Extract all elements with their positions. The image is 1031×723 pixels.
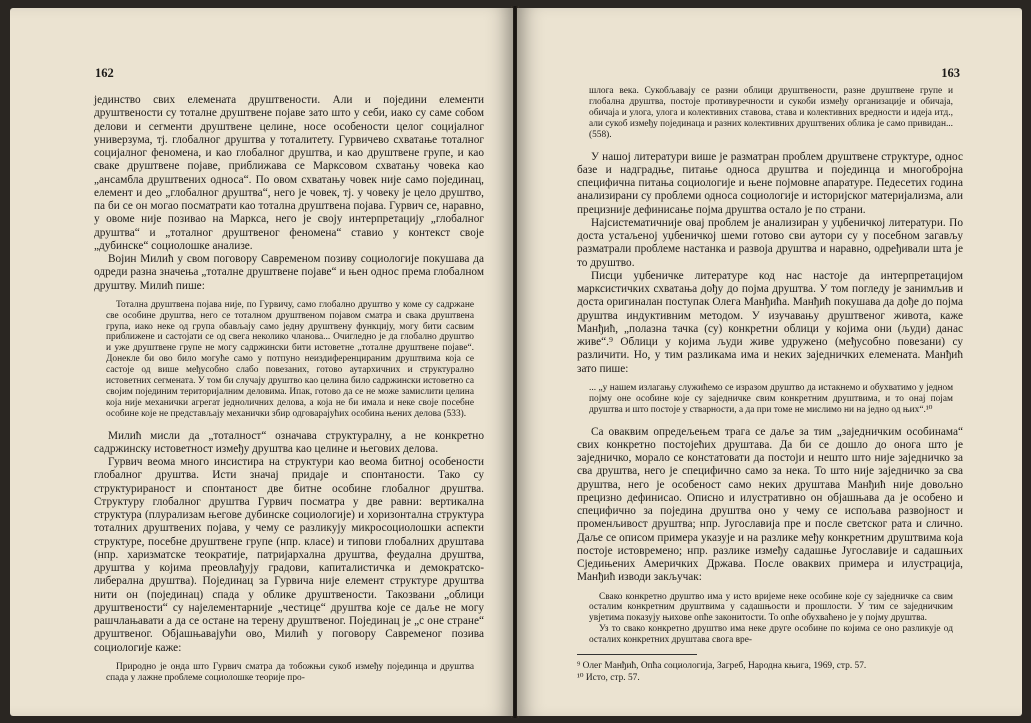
page-number: 163 xyxy=(941,66,960,80)
paragraph: У нашој литератури више је разматран проблем друштвене структуре, однос базе и надградње, питање односа друштва и појединца и многобројна специфична питања социологије и њене појмовне апаратуре. Педесетих година анализирани су проблеми односа социологије и историјског материјализма, али прецизније дефинисање појма друштва остало је по страни. xyxy=(577,150,963,216)
right-page xyxy=(517,8,1022,716)
footnote-rule xyxy=(577,654,697,655)
footnote: ⁹ Олег Манђић, Опћа социологија, Загреб, Народна књига, 1969, стр. 57. xyxy=(577,661,867,672)
paragraph: Војин Милић у свом поговору Савременом позиву социологије покушава да одреди разна значења „тоталне друштвене појаве“ и њен однос према глобалном друштву. Милић пише: xyxy=(94,253,484,292)
block-quote: ... „у нашем излагању служићемо се изразом друштво да истакнемо и обухватимо у једном појму оне особине које су заједничке свим конкретним друштвима, и то онај појам друштва и што постоје у стварности, а да при томе не мислимо ни на једно од њих“.¹⁰ xyxy=(589,382,953,415)
paragraph: Писци уџбеничке литературе код нас настоје да интерпретацијом марксистичких схватања дођу до појма друштва. У том погледу је занимљив и доста оригиналан поступак Олега Манђића. Манђић покушава да дође до појма друштва индуктивним методом. У изучавању друштвеног живота, каже Манђић, „полазна тачка (су) конкретни облици у којима они (људи) данас живе“.⁹ Облици у којима људи живе удружено (међусобно повезани) су различити. Но, у тим разликама има и неких заједничких елемената. Манђић зато пише: xyxy=(577,269,963,375)
paragraph: Милић мисли да „тоталност“ означава структуралну, а не конкретно садржинску истоветност између друштва као целине и његових делова. xyxy=(94,429,484,455)
left-page xyxy=(10,8,513,716)
footnote: ¹⁰ Исто, стр. 57. xyxy=(577,673,640,684)
page-number: 162 xyxy=(95,66,114,80)
paragraph: Најсистематичније овај проблем је анализиран у уџбеничкој литератури. По доста устаљеној уџбеничкој шеми готово сви аутори су у посебном загављу разматрали проблеме настанка и развоја друштва и наравно, одређивали шта је то друштво. xyxy=(577,216,963,269)
paragraph: јединство свих елемената друштвености. Али и поједини елементи друштвености су тоталне друштвене појаве зато што у себи, иако су саме собом делови и сегменти друштвене целине, носе особености целог социјалног универзума, тј. глобалног друштва у тоталитету. Гурвичево схватање тоталног социјалног феномена, и као глобалног друштва, и као друштвене групе, и као сваке друштвене појаве, приближава се Марксовом схватању човека као „ансамбла друштвених односа“. По овом схватању човек није само појединац, елемент и део „глобалног друштва“, него је човек, тј. у човеку је цело друштво, па би се он могао посматрати као тотална друштвена појава. Гурвич се, наравно, у овоме није позивао на Маркса, него је своју интерпретацију „глобалног друштва“ и „тоталног друштвеног феномена“ ставио у контекст своје „дубинске“ социолошке анализе. xyxy=(94,94,484,252)
block-quote: Тотална друштвена појава није, по Гурвичу, само глобално друштво у коме су садржане све особине друштва, него се тоталном друштвеном појавом сматра и свака друштвена група, иако неке од група обављају само једну друштвену функцију, могу бити сасвим приближене и састојати се од свега неколико чланова... Очигледно је да глобално друштво и уже друштвене групе не могу садржински бити истоветне „тоталне друштвене појаве“. Донекле би ово било могуће само у потпуно неиздиференцираним друштвима која се састоје од више међусобно слабо повезаних, готово аутархичних и структурално истоветних сегмената. У том би случају друштво као целина било садржински истоветно са својим појединим територијалним деловима. Ипак, готово да се не може замислити целина која није механички агрегат једноличних делова, а која не би имала и неке своје посебне особине које не представљају механички збир одговарајућих особина њених делова (533). xyxy=(106,299,474,419)
paragraph: Са оваквим опредељењем трага се даље за тим „заједничким особинама“ свих конкретно постојећих друштава. Да би се дошло до онога што је заједничко, морало се констатовати да постоји и нешто што није заједничко за сва друштва, него је специфично само за нека. То што није заједничко за сва друштва, него је особеност само неких друштава Манђић није довољно прецизно дефинисао. Описно и илустративно он објашњава да је особено и специфично за поједина друштва оно у чему се испољава развојност и променљивост друштва; нпр. Југославија пре и после светског рата и слично. Даље се описом примера указује и на разлике међу конкретним друштвима која постоје истовремено; нпр. разлике између садашње Југославије и садашњих Сједињених Америчких Држава. После оваквих примера и илустрација, Манђић изводи закључак: xyxy=(577,425,963,584)
block-quote: шлога века. Сукобљавају се разни облици друштвености, разне друштвене групе и глобална друштва, постоје противуречности и сукоби између организације и обичаја, обичаја и улога, улога и колективних ставова, става и колективних вредности и идеја итд., али сукоб између појединаца и разних колективних друштвених облика је само привидан... (558). xyxy=(589,86,953,140)
block-quote: Уз то свако конкретно друштво има неке друге особине по којима се оно разликује од осталих конкретних друштава свога вре- xyxy=(589,624,953,646)
block-quote: Природно је онда што Гурвич сматра да тобожњи сукоб између појединца и друштва спада у лажне проблеме социолошке теорије про- xyxy=(106,661,474,683)
block-quote: Свако конкретно друштво има у исто вријеме неке особине које су заједничке са свим осталим конкретним друштвима у садашњости и прошлости. У тим се заједничким увјетима показују њихове опће законитости. То опће обухваћено је у појму друштва. xyxy=(589,591,953,624)
right-page-text xyxy=(577,86,963,684)
paragraph: Гурвич веома много инсистира на структури као веома битној особености глобалног друштва. Исти значај придаје и спонтаности. Тако су структурираност и спонтаност две битне особине глобалног друштва. Структуру глобалног друштва Гурвич посматра у две равни: вертикална структура (плурализам његове дубинске социологије) и хоризонтална структура тоталних друштвених појава, у чему се разликују микросоциолошки аспекти структуре, посебне друштвене групе (нпр. класе) и типови глобалних друштава (нпр. харизматске теократије, патријархална друштва, феудална друштва, друштва у којима преовлађују градови, капиталистичка и демократско-либерална друштва). Појединац за Гурвича није елемент структуре друштва нити он (појединац) спада у облике друштвености. Такозвани „облици друштвености“ су најелементарније „честице“ друштва које се даље не могу рашчлањавати а да се остане на терену друштвеног. Појединац је „с оне стране“ друштвеног. Објашњавајући ово, Милић у поговору Савременог позива социологије каже: xyxy=(94,456,484,654)
left-page-text xyxy=(94,94,484,684)
